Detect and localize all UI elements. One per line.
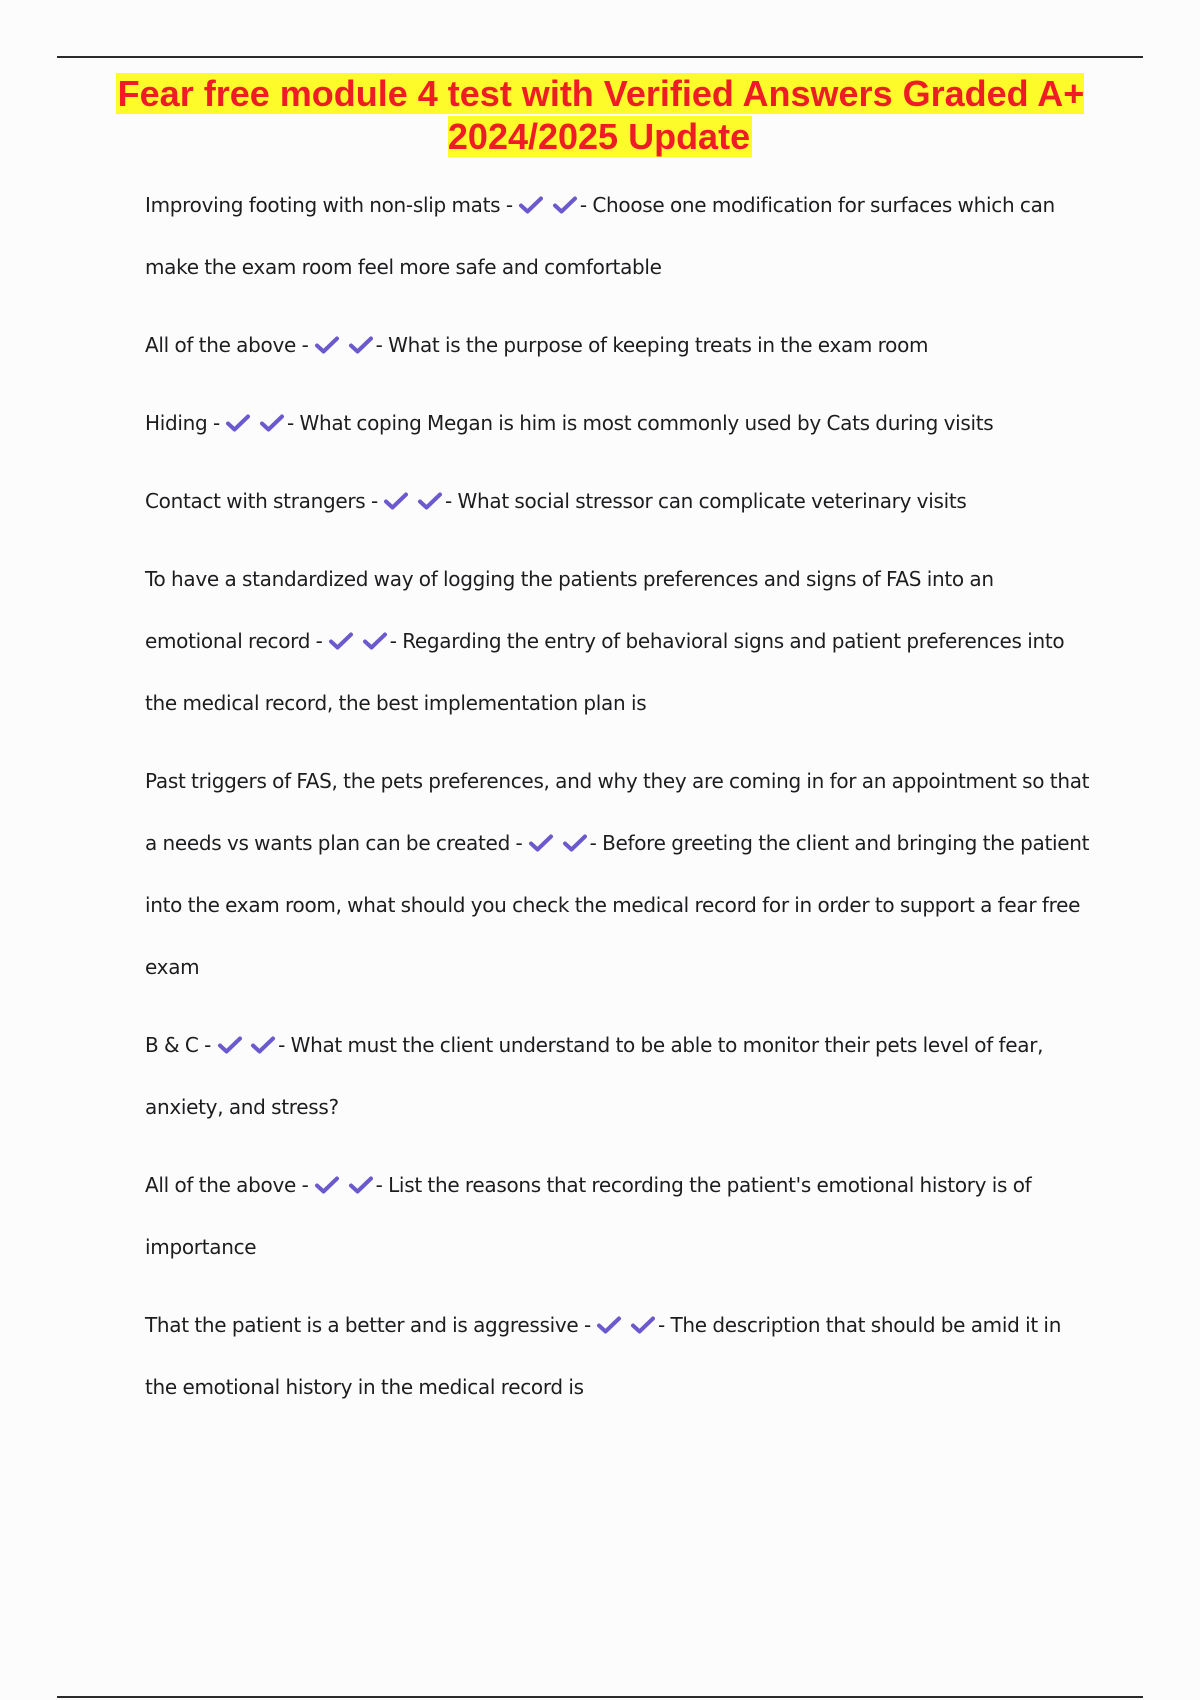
- check-mark-icon: [562, 833, 590, 853]
- separator: -: [370, 489, 378, 513]
- check-mark-icon: [348, 1175, 376, 1195]
- qa-answer: All of the above: [145, 1173, 296, 1197]
- check-mark-icon: [383, 491, 411, 511]
- qa-question: The description that should be amid it in the emotional history in the medical record is: [145, 1313, 1062, 1399]
- qa-answer: All of the above: [145, 333, 296, 357]
- bottom-rule: [57, 1696, 1143, 1698]
- check-mark-icon: [259, 413, 287, 433]
- document-title: [100, 72, 1100, 158]
- qa-question: Regarding the entry of behavioral signs and patient preferences into the medical record, the best implementation plan is: [145, 629, 1065, 715]
- separator: -: [204, 1033, 211, 1057]
- qa-item: [145, 392, 1090, 454]
- separator: -: [287, 411, 294, 435]
- separator: -: [583, 1313, 591, 1337]
- title-highlight: Fear free module 4 test with Verified Answers Graded A+ 2024/2025 Update: [117, 73, 1085, 157]
- qa-item: [145, 1294, 1090, 1418]
- separator: -: [278, 1033, 286, 1057]
- separator: -: [505, 193, 513, 217]
- check-mark-icon: [348, 335, 376, 355]
- qa-answer: Improving footing with non-slip mats: [145, 193, 501, 217]
- separator: -: [579, 193, 587, 217]
- check-mark-icon: [630, 1315, 658, 1335]
- qa-question: What coping Megan is him is most commonly used by Cats during visits: [299, 411, 994, 435]
- qa-item: [145, 314, 1090, 376]
- qa-list: [145, 174, 1090, 1434]
- qa-item: [145, 1014, 1090, 1138]
- separator: -: [515, 831, 523, 855]
- check-mark-icon: [328, 631, 356, 651]
- qa-question: What is the purpose of keeping treats in the exam room: [388, 333, 929, 357]
- separator: -: [389, 629, 397, 653]
- check-mark-icon: [314, 335, 342, 355]
- qa-item: [145, 548, 1090, 734]
- separator: -: [301, 1173, 309, 1197]
- separator: -: [375, 333, 383, 357]
- check-mark-icon: [250, 1035, 278, 1055]
- check-mark-icon: [528, 833, 556, 853]
- separator: -: [589, 831, 597, 855]
- check-mark-icon: [362, 631, 390, 651]
- qa-question: What must the client understand to be able to monitor their pets level of fear, anxiety, and stress?: [145, 1033, 1044, 1119]
- qa-answer: To have a standardized way of logging the patients preferences and signs of FAS into an emotional record: [145, 567, 994, 653]
- check-mark-icon: [314, 1175, 342, 1195]
- qa-question: What social stressor can complicate veterinary visits: [457, 489, 967, 513]
- check-mark-icon: [552, 195, 580, 215]
- separator: -: [315, 629, 323, 653]
- top-rule: [57, 56, 1143, 58]
- check-mark-icon: [596, 1315, 624, 1335]
- qa-question: Choose one modification for surfaces which can make the exam room feel more safe and comfortable: [145, 193, 1055, 279]
- separator: -: [212, 411, 220, 435]
- check-mark-icon: [225, 413, 253, 433]
- qa-answer: Past triggers of FAS, the pets preferences, and why they are coming in for an appointment so that a needs vs wants plan can be created: [145, 769, 1090, 855]
- check-mark-icon: [417, 491, 445, 511]
- check-mark-icon: [518, 195, 546, 215]
- separator: -: [375, 1173, 383, 1197]
- qa-answer: That the patient is a better and is aggressive: [145, 1313, 579, 1337]
- separator: -: [301, 333, 309, 357]
- qa-question: Before greeting the client and bringing the patient into the exam room, what should you check the medical record for in order to support a fear free exam: [145, 831, 1090, 979]
- qa-item: [145, 470, 1090, 532]
- qa-item: [145, 750, 1090, 998]
- qa-question: List the reasons that recording the patient's emotional history is of importance: [145, 1173, 1032, 1259]
- qa-answer: B & C: [145, 1033, 199, 1057]
- separator: -: [657, 1313, 665, 1337]
- qa-item: [145, 174, 1090, 298]
- qa-answer: Contact with strangers: [145, 489, 366, 513]
- separator: -: [445, 489, 452, 513]
- qa-answer: Hiding: [145, 411, 208, 435]
- check-mark-icon: [217, 1035, 245, 1055]
- qa-item: [145, 1154, 1090, 1278]
